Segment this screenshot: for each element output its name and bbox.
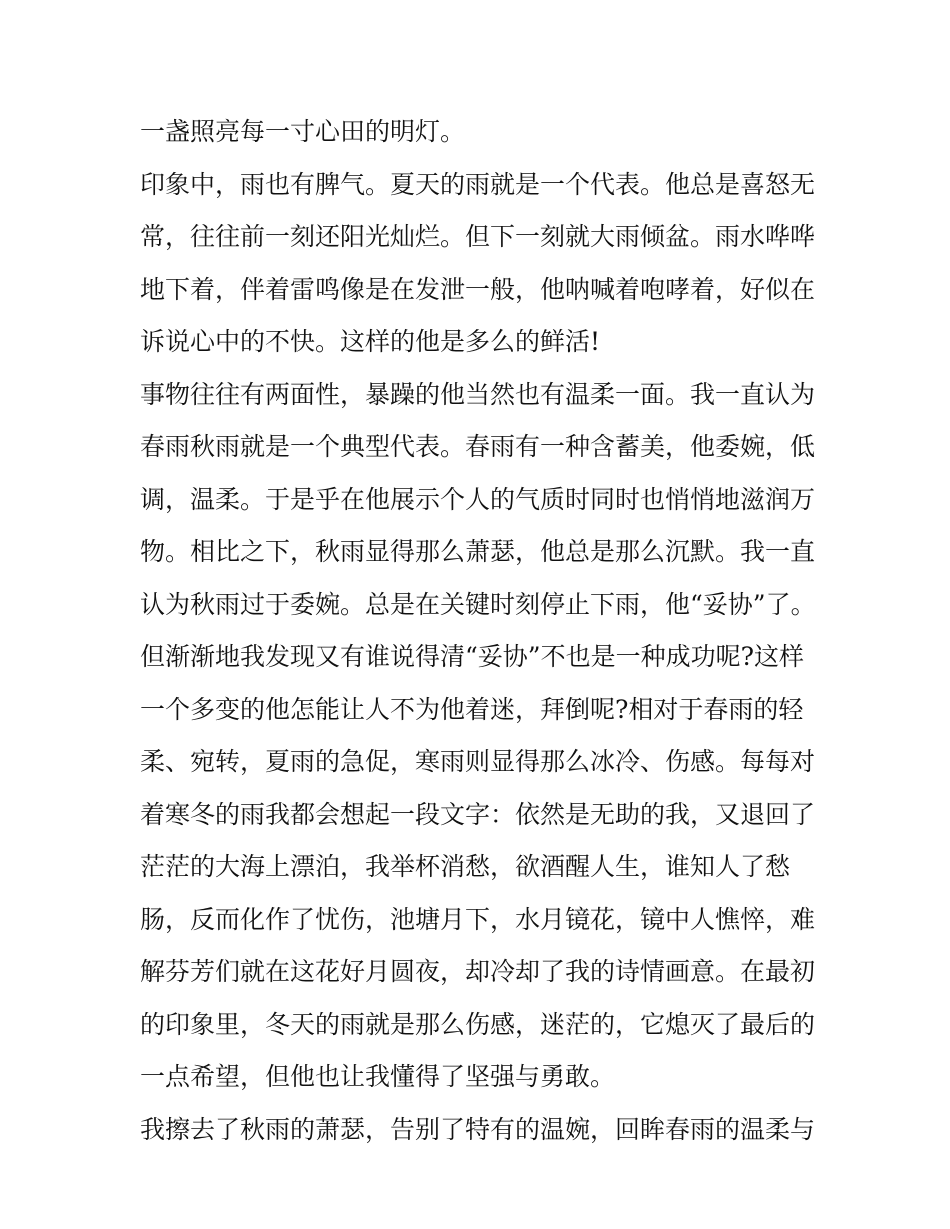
text-line: 解芬芳们就在这花好月圆夜，却冷却了我的诗情画意。在最初	[140, 957, 816, 986]
text-line: 我擦去了秋雨的萧瑟，告别了特有的温婉，回眸春雨的温柔与	[140, 1114, 816, 1144]
text-line: 着寒冬的雨我都会想起一段文字：依然是无助的我，又退回了	[140, 799, 816, 829]
text-line: 事物往往有两面性，暴躁的他当然也有温柔一面。我一直认为	[140, 379, 816, 409]
text-line: 地下着，伴着雷鸣像是在发泄一般，他呐喊着咆哮着，好似在	[140, 274, 816, 304]
text-line: 春雨秋雨就是一个典型代表。春雨有一种含蓄美，他委婉，低	[140, 432, 816, 461]
text-line: 柔、宛转，夏雨的急促，寒雨则显得那么冰冷、伤感。每每对	[140, 747, 816, 776]
body-text	[140, 106, 820, 1156]
text-line: 诉说心中的不快。这样的他是多么的鲜活!	[140, 327, 601, 356]
text-line: 物。相比之下，秋雨显得那么萧瑟，他总是那么沉默。我一直	[140, 537, 816, 566]
text-line: 但渐渐地我发现又有谁说得清“妥协”不也是一种成功呢?这样	[140, 642, 804, 671]
text-line: 一点希望，但他也让我懂得了坚强与勇敢。	[140, 1062, 616, 1091]
text-line: 常，往往前一刻还阳光灿烂。但下一刻就大雨倾盆。雨水哗哗	[140, 222, 816, 251]
text-line: 一个多变的他怎能让人不为他着迷，拜倒呢?相对于春雨的轻	[140, 694, 804, 724]
text-line: 的印象里，冬天的雨就是那么伤感，迷茫的，它熄灭了最后的	[140, 1009, 816, 1039]
text-line: 印象中，雨也有脾气。夏天的雨就是一个代表。他总是喜怒无	[140, 169, 816, 199]
text-line: 一盏照亮每一寸心田的明灯。	[140, 117, 466, 146]
text-line: 认为秋雨过于委婉。总是在关键时刻停止下雨，他“妥协”了。	[140, 589, 816, 619]
text-line: 调，温柔。于是乎在他展示个人的气质时同时也悄悄地滋润万	[140, 484, 816, 514]
text-line: 肠，反而化作了忧伤，池塘月下，水月镜花，镜中人憔悴，难	[140, 904, 816, 934]
text-line: 茫茫的大海上漂泊，我举杯消愁，欲酒醒人生，谁知人了愁	[140, 852, 791, 881]
